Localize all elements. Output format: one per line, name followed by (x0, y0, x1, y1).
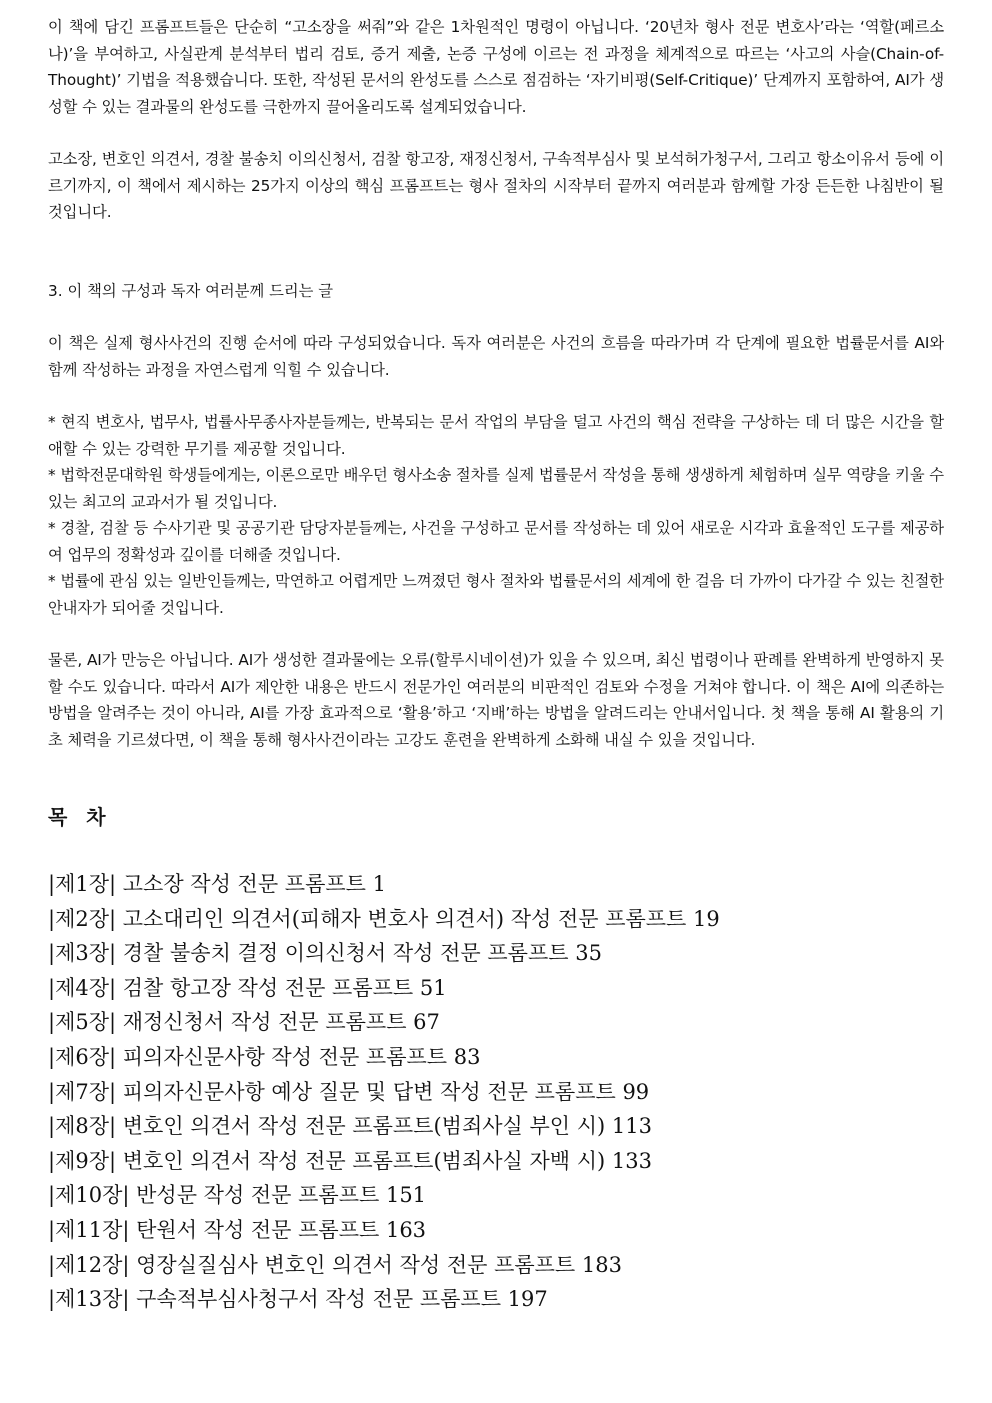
intro-paragraph: 고소장, 변호인 의견서, 경찰 불송치 이의신청서, 검찰 항고장, 재정신청서, 구속적부심사 및 보석허가청구서, 그리고 항소이유서 등에 이르기까지, 이 책에서 제시하는 25가지 이상의 핵심 프롬프트는 형사 절차의 시작부터 끝까지 여러분과 함께할 가장 든든한 나침반이 될 것입니다. (48, 150, 944, 221)
toc-entry: |제1장| 고소장 작성 전문 프롬프트 1 (48, 872, 386, 896)
audience-bullet-list (48, 409, 944, 621)
spacer (48, 304, 944, 330)
toc-entry: |제6장| 피의자신문사항 작성 전문 프롬프트 83 (48, 1044, 481, 1069)
intro-paragraph: 이 책에 담긴 프롬프트들은 단순히 “고소장을 써줘”와 같은 1차원적인 명령이 아닙니다. ‘20년차 형사 전문 변호사’라는 ‘역할(페르소나)’을 부여하고, 사실관계 분석부터 법리 검토, 증거 제출, 논증 구성에 이르는 전 과정을 체계적으로 따르는 ‘사고의 사슬(Chain-of-Thought)’ 기법을 적용했습니다. 또한, 작성된 문서의 완성도를 스스로 점검하는 ‘자기비평(Self-Critique)’ 단계까지 포함하여, AI가 생성할 수 있는 결과물의 완성도를 극한까지 끌어올리도록 설계되었습니다. (48, 18, 944, 116)
table-of-contents (48, 867, 944, 1317)
section-paragraph: 물론, AI가 만능은 아닙니다. AI가 생성한 결과물에는 오류(할루시네이션)가 있을 수 있으며, 최신 법령이나 판례를 완벽하게 반영하지 못할 수도 있습니다. 따라서 AI가 제안한 내용은 반드시 전문가인 여러분의 비판적인 검토와 수정을 거쳐야 합니다. 이 책은 AI에 의존하는 방법을 알려주는 것이 아니라, AI를 가장 효과적으로 ‘활용’하고 ‘지배’하는 방법을 알려드리는 안내서입니다. 첫 책을 통해 AI 활용의 기초 체력을 기르셨다면, 이 책을 통해 형사사건이라는 고강도 훈련을 완벽하게 소화해 내실 수 있을 것입니다. (48, 651, 944, 749)
spacer (48, 753, 944, 803)
spacer (48, 120, 944, 146)
toc-entry: |제10장| 반성문 작성 전문 프롬프트 151 (48, 1183, 427, 1208)
spacer (48, 621, 944, 647)
toc-entry: |제12장| 영장실질심사 변호인 의견서 작성 전문 프롬프트 183 (48, 1252, 622, 1277)
bullet-item: * 경찰, 검찰 등 수사기관 및 공공기관 담당자분들께는, 사건을 구성하고 문서를 작성하는 데 있어 새로운 시각과 효율적인 도구를 제공하여 업무의 정확성과 깊이를 더해줄 것입니다. (48, 519, 944, 564)
document-page (48, 14, 944, 1317)
toc-entry: |제2장| 고소대리인 의견서(피해자 변호사 의견서) 작성 전문 프롬프트 19 (48, 906, 720, 931)
section-paragraph: 이 책은 실제 형사사건의 진행 순서에 따라 구성되었습니다. 독자 여러분은 사건의 흐름을 따라가며 각 단계에 필요한 법률문서를 AI와 함께 작성하는 과정을 자연스럽게 익힐 수 있습니다. (48, 334, 944, 379)
toc-entry: |제4장| 검찰 항고장 작성 전문 프롬프트 51 (48, 975, 447, 1000)
toc-entry: |제8장| 변호인 의견서 작성 전문 프롬프트(범죄사실 부인 시) 113 (48, 1114, 652, 1139)
toc-entry: |제13장| 구속적부심사청구서 작성 전문 프롬프트 197 (48, 1287, 548, 1312)
toc-title: 목 차 (48, 805, 112, 829)
spacer (48, 226, 944, 278)
spacer (48, 831, 944, 867)
section-heading: 3. 이 책의 구성과 독자 여러분께 드리는 글 (48, 281, 334, 300)
toc-entry: |제5장| 재정신청서 작성 전문 프롬프트 67 (48, 1010, 440, 1035)
toc-entry: |제9장| 변호인 의견서 작성 전문 프롬프트(범죄사실 자백 시) 133 (48, 1148, 652, 1173)
toc-entry: |제11장| 탄원서 작성 전문 프롬프트 163 (48, 1217, 427, 1242)
bullet-item: * 법률에 관심 있는 일반인들께는, 막연하고 어렵게만 느껴졌던 형사 절차와 법률문서의 세계에 한 걸음 더 가까이 다가갈 수 있는 친절한 안내자가 되어줄 것입니다. (48, 572, 944, 617)
bullet-item: * 현직 변호사, 법무사, 법률사무종사자분들께는, 반복되는 문서 작업의 부담을 덜고 사건의 핵심 전략을 구상하는 데 더 많은 시간을 할애할 수 있는 강력한 무기를 제공할 것입니다. (48, 413, 944, 458)
toc-entry: |제7장| 피의자신문사항 예상 질문 및 답변 작성 전문 프롬프트 99 (48, 1079, 650, 1104)
spacer (48, 383, 944, 409)
bullet-item: * 법학전문대학원 학생들에게는, 이론으로만 배우던 형사소송 절차를 실제 법률문서 작성을 통해 생생하게 체험하며 실무 역량을 키울 수 있는 최고의 교과서가 될 것입니다. (48, 466, 944, 511)
toc-entry: |제3장| 경찰 불송치 결정 이의신청서 작성 전문 프롬프트 35 (48, 941, 602, 966)
